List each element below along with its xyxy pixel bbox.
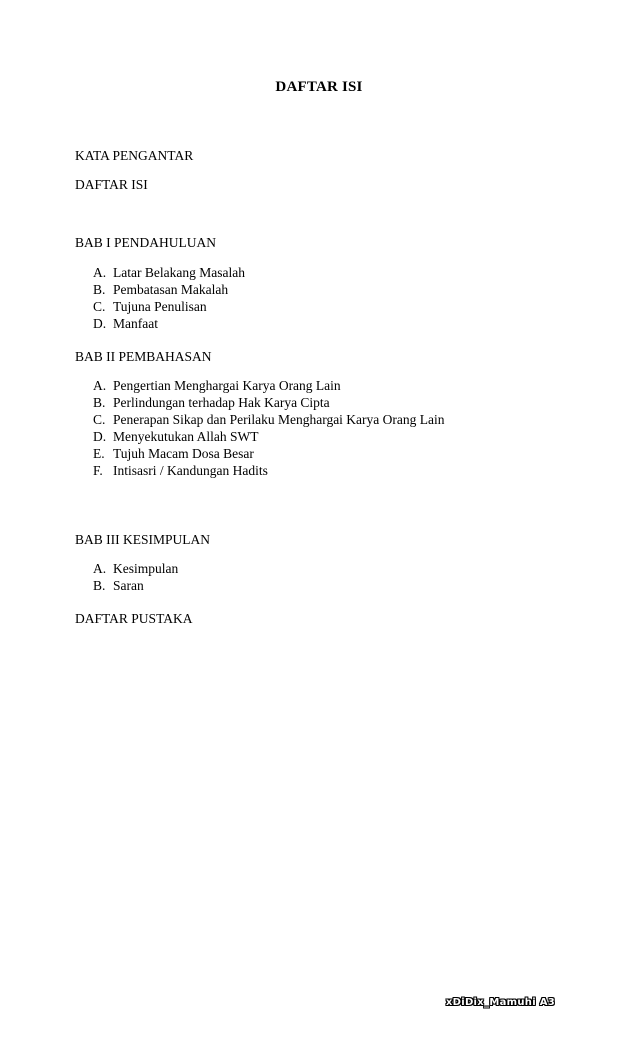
watermark: xDiDix_Mamuhi A3	[445, 997, 555, 1008]
list-text: Penerapan Sikap dan Perilaku Menghargai Karya Orang Lain	[113, 412, 445, 427]
list-text: Intisasri / Kandungan Hadits	[113, 463, 268, 478]
list-item	[93, 462, 445, 479]
list-text: Pengertian Menghargai Karya Orang Lain	[113, 378, 341, 393]
list-letter: E.	[93, 446, 105, 461]
list-letter: D.	[93, 429, 107, 444]
list-item	[93, 377, 445, 394]
list-item	[93, 394, 445, 411]
list-text: Pembatasan Makalah	[113, 282, 229, 297]
list-text: Kesimpulan	[113, 561, 179, 576]
list-item	[93, 560, 178, 577]
toc-list-bab-1	[93, 264, 245, 332]
list-text: Latar Belakang Masalah	[113, 265, 245, 280]
list-text: Tujuna Penulisan	[113, 299, 207, 314]
list-text: Saran	[113, 578, 144, 593]
toc-heading-bab-2: BAB II PEMBAHASAN	[75, 349, 212, 364]
list-letter: A.	[93, 378, 107, 393]
list-letter: B.	[93, 578, 106, 593]
list-letter: A.	[93, 561, 107, 576]
list-letter: C.	[93, 412, 106, 427]
toc-entry-daftar-isi: DAFTAR ISI	[75, 177, 148, 192]
list-item	[93, 445, 445, 462]
list-item	[93, 577, 178, 594]
list-letter: C.	[93, 299, 106, 314]
list-letter: B.	[93, 395, 106, 410]
toc-list-bab-2	[93, 377, 445, 479]
list-letter: F.	[93, 463, 103, 478]
toc-heading-bab-1: BAB I PENDAHULUAN	[75, 235, 216, 250]
list-letter: A.	[93, 265, 107, 280]
list-item	[93, 264, 245, 281]
list-text: Tujuh Macam Dosa Besar	[113, 446, 254, 461]
toc-heading-bab-3: BAB III KESIMPULAN	[75, 532, 210, 547]
list-text: Menyekutukan Allah SWT	[113, 429, 259, 444]
list-letter: D.	[93, 316, 107, 331]
list-item	[93, 281, 245, 298]
list-item	[93, 315, 245, 332]
list-item	[93, 428, 445, 445]
toc-entry-kata-pengantar: KATA PENGANTAR	[75, 148, 194, 163]
list-text: Manfaat	[113, 316, 158, 331]
toc-entry-daftar-pustaka: DAFTAR PUSTAKA	[75, 611, 193, 626]
list-text: Perlindungan terhadap Hak Karya Cipta	[113, 395, 330, 410]
list-letter: B.	[93, 282, 106, 297]
page-title: DAFTAR ISI	[275, 79, 363, 95]
list-item	[93, 411, 445, 428]
toc-list-bab-3	[93, 560, 178, 594]
list-item	[93, 298, 245, 315]
